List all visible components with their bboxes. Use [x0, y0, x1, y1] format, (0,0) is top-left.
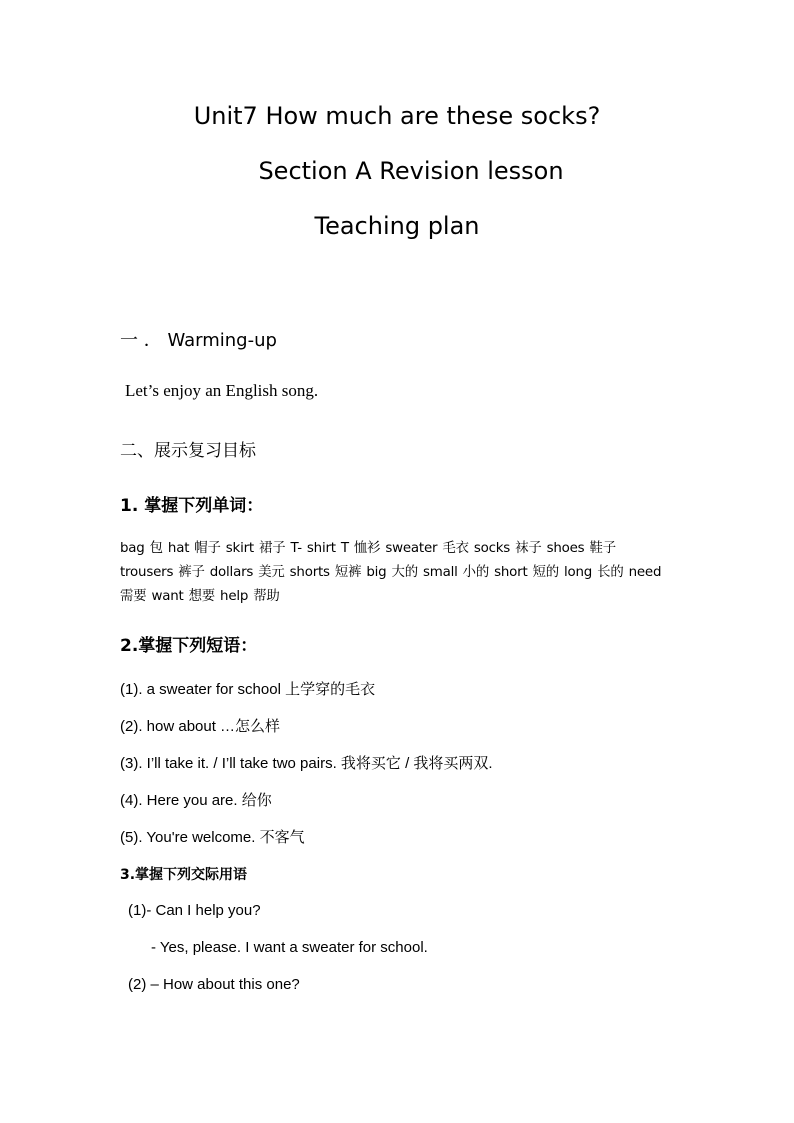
title-teaching-plan: Teaching plan: [314, 212, 480, 240]
warming-up-text: Let’s enjoy an English song.: [125, 381, 319, 400]
dialogue-line: - Yes, please. I want a sweater for school.: [151, 939, 428, 956]
dialogue-line: (2) – How about this one?: [128, 976, 300, 993]
vocabulary-paragraph: bag 包 hat 帽子 skirt 裙子 T- shirt T 恤衫 sweater 毛衣 socks 袜子 shoes 鞋子 trousers 裤子 dollars 美元 shorts 短裤 big 大的 small 小的 short 短的 long 长的 need 需要 want 想要 help 帮助: [120, 541, 662, 604]
title-section: Section A Revision lesson: [258, 157, 564, 185]
phrase-item: (2). how about …怎么样: [120, 718, 281, 735]
phrase-item: (1). a sweater for school 上学穿的毛衣: [120, 681, 376, 698]
warming-up-heading: 一 ． Warming-up: [120, 330, 277, 351]
title-unit: Unit7 How much are these socks?: [193, 102, 601, 130]
phrases-heading: 2.掌握下列短语：: [120, 636, 258, 656]
words-heading: 1. 掌握下列单词：: [120, 496, 264, 516]
dialogue-line: (1)- Can I help you?: [128, 902, 261, 919]
phrase-item: (5). You're welcome. 不客气: [120, 829, 305, 846]
dialogue-heading: 3.掌握下列交际用语: [120, 867, 248, 883]
phrase-item: (4). Here you are. 给你: [120, 792, 272, 809]
goals-heading: 二、展示复习目标: [120, 441, 256, 461]
phrase-item: (3). I’ll take it. / I’ll take two pairs. 我将买它 / 我将买两双.: [120, 755, 493, 772]
